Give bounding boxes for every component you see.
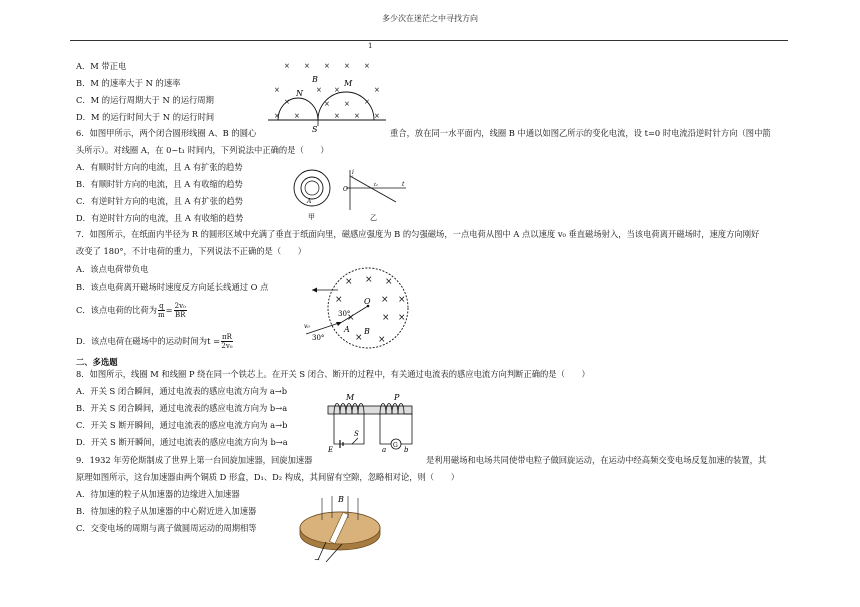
q7-option-c: C．该点电荷的比荷为 $\frac{q}{m}$ = $\frac{\text{2v₀}}{BR}$ <box>76 302 186 319</box>
q6-coil-figure <box>288 166 338 222</box>
label-jia: 甲 <box>308 213 315 221</box>
svg-text:×: × <box>347 313 355 323</box>
svg-text:b: b <box>404 446 409 454</box>
svg-text:×: × <box>345 277 353 287</box>
svg-text:×: × <box>374 86 380 94</box>
svg-text:×: × <box>334 86 340 94</box>
svg-text:×: × <box>304 62 310 70</box>
svg-text:i: i <box>352 169 354 176</box>
current-line <box>350 176 396 202</box>
svg-text:v₀: v₀ <box>304 323 310 330</box>
q5-option-d: D．M 的运行时间大于 N 的运行时间 <box>76 112 215 122</box>
svg-text:×: × <box>398 313 406 323</box>
svg-text:×: × <box>365 275 373 285</box>
switch-s <box>352 438 358 444</box>
svg-text:×: × <box>344 62 350 70</box>
svg-text:P: P <box>394 393 400 402</box>
svg-text:×: × <box>324 62 330 70</box>
q6-option-b: B．有顺时针方向的电流，且 A 有收缩的趋势 <box>76 179 243 189</box>
svg-text:×: × <box>364 98 370 106</box>
q9-option-b: B．待加速的粒子从加速器的中心附近进入加速器 <box>76 506 257 516</box>
q7-circular-field-figure <box>298 262 408 356</box>
q5-option-a: A．M 带正电 <box>76 61 127 71</box>
svg-text:×: × <box>378 335 386 345</box>
svg-text:B: B <box>338 495 344 504</box>
svg-text:G: G <box>393 442 398 449</box>
svg-text:30°: 30° <box>312 334 325 342</box>
q6-current-graph <box>340 166 410 224</box>
q9-stem-a2: 是利用磁场和电场共同使带电粒子做回旋运动，在运动中经高频交变电场反复加速的装置，其 <box>426 455 767 465</box>
q6-option-a: A．有顺时针方向的电流，且 A 有扩张的趋势 <box>76 162 243 172</box>
q9-option-a: A．待加速的粒子从加速器的边缘进入加速器 <box>76 489 240 499</box>
svg-text:×: × <box>274 112 280 120</box>
q7-stem-a: 7．如图所示，在纸面内半径为 R 的圆形区域中充满了垂直于纸面向里，磁感应强度为 B 的匀强磁场，一点电荷从图中 A 点以速度 v₀ 垂直磁场射入，当该电荷离开磁场时，速度方向刚好 <box>76 229 760 239</box>
label-s: S <box>312 125 318 134</box>
svg-text:O: O <box>364 297 371 306</box>
svg-text:×: × <box>274 86 280 94</box>
q9-stem-a: 9．1932 年劳伦斯制成了世界上第一台回旋加速器，回旋加速器 <box>76 455 313 465</box>
svg-text:×: × <box>334 112 340 120</box>
svg-text:S: S <box>354 430 359 438</box>
coil-a-outer <box>294 170 330 206</box>
label-yi: 乙 <box>370 214 377 222</box>
svg-text:×: × <box>294 112 300 120</box>
svg-text:O: O <box>343 186 348 193</box>
q5-option-b: B．M 的速率大于 N 的速率 <box>76 78 181 88</box>
q7-option-b: B．该点电荷离开磁场时速度反方向延长线通过 O 点 <box>76 282 269 292</box>
svg-text:30°: 30° <box>338 310 351 318</box>
q8-transformer-circuit <box>320 392 420 454</box>
q8-option-c: C．开关 S 断开瞬间，通过电流表的感应电流方向为 a→b <box>76 420 288 430</box>
label-m: M <box>344 79 353 88</box>
svg-text:×: × <box>324 100 330 108</box>
label-a: A <box>307 198 312 205</box>
q9-cyclotron-figure <box>296 494 386 564</box>
svg-text:×: × <box>398 295 406 305</box>
coil-b <box>301 177 323 199</box>
q9-option-c: C．交变电场的周期与离子做圆周运动的周期相等 <box>76 523 257 533</box>
q7-option-a: A．该点电荷带负电 <box>76 264 149 274</box>
q9-stem-b: 原理如图所示，这台加速器由两个铜质 D 形盒，D₁、D₂ 构成，其间留有空隙，忽略相对论，则（ ） <box>76 472 459 482</box>
header-rule <box>70 40 788 41</box>
q8-option-a: A．开关 S 闭合瞬间，通过电流表的感应电流方向为 a→b <box>76 386 288 396</box>
svg-text:×: × <box>335 295 343 305</box>
svg-text:×: × <box>364 62 370 70</box>
svg-text:t: t <box>402 181 405 188</box>
q6-stem-c: 头所示）。对线圈 A，在 0~t₁ 时间内，下列说法中正确的是（ ） <box>76 145 329 155</box>
svg-text:×: × <box>382 313 390 323</box>
q5-magnetic-field-figure <box>268 54 388 134</box>
primary-wire <box>334 414 364 444</box>
label-n: N <box>296 89 303 98</box>
label-b: B <box>312 75 318 84</box>
q5-option-c: C．M 的运行周期大于 N 的运行周期 <box>76 95 214 105</box>
svg-text:×: × <box>344 100 350 108</box>
svg-text:A: A <box>344 325 350 334</box>
svg-text:×: × <box>355 333 363 343</box>
page-marker: 1 <box>368 42 373 50</box>
q6-option-c: C．有逆时针方向的电流，且 A 有扩张的趋势 <box>76 196 243 206</box>
svg-text:B: B <box>364 327 370 336</box>
q6-stem-b: 重合，放在同一水平面内，线圈 B 中通以如图乙所示的变化电流，设 t=0 时电流沿逆时针方向（图中箭 <box>390 128 771 138</box>
q7-option-d: D．该点电荷在磁场中的运动时间为t = $\frac{\pi R}{\text{2v₀}}$ <box>76 333 233 350</box>
q6-stem-a: 6．如图甲所示，两个闭合圆形线圈 A、B 的圆心 <box>76 128 257 138</box>
svg-text:a: a <box>382 446 387 454</box>
svg-text:×: × <box>354 112 360 120</box>
q8-option-d: D．开关 S 断开瞬间，通过电流表的感应电流方向为 b→a <box>76 437 288 447</box>
svg-text:×: × <box>284 62 290 70</box>
svg-text:~: ~ <box>314 556 320 564</box>
q7-stem-b: 改变了 180°，不计电荷的重力，下列说法不正确的是（ ） <box>76 246 307 256</box>
q6-option-d: D．有逆时针方向的电流，且 A 有收缩的趋势 <box>76 213 244 223</box>
svg-text:×: × <box>385 277 393 287</box>
svg-text:t₁: t₁ <box>374 182 379 188</box>
q8-option-b: B．开关 S 闭合瞬间，通过电流表的感应电流方向为 b→a <box>76 403 288 413</box>
page-header: 多少次在迷茫之中寻找方向 <box>382 14 478 23</box>
svg-text:M: M <box>346 393 355 402</box>
q8-stem: 8．如图所示，线圈 M 和线圈 P 绕在同一个铁芯上。在开关 S 闭合、断开的过程中，有关通过电流表的感应电流方向判断正确的是（ ） <box>76 369 590 379</box>
svg-text:×: × <box>284 98 290 106</box>
section-multiple-choice: 二、多选题 <box>76 357 118 367</box>
svg-text:×: × <box>381 295 389 305</box>
field-crosses <box>274 62 380 120</box>
svg-text:E: E <box>328 446 334 454</box>
svg-text:×: × <box>316 86 322 94</box>
svg-text:×: × <box>374 112 380 120</box>
